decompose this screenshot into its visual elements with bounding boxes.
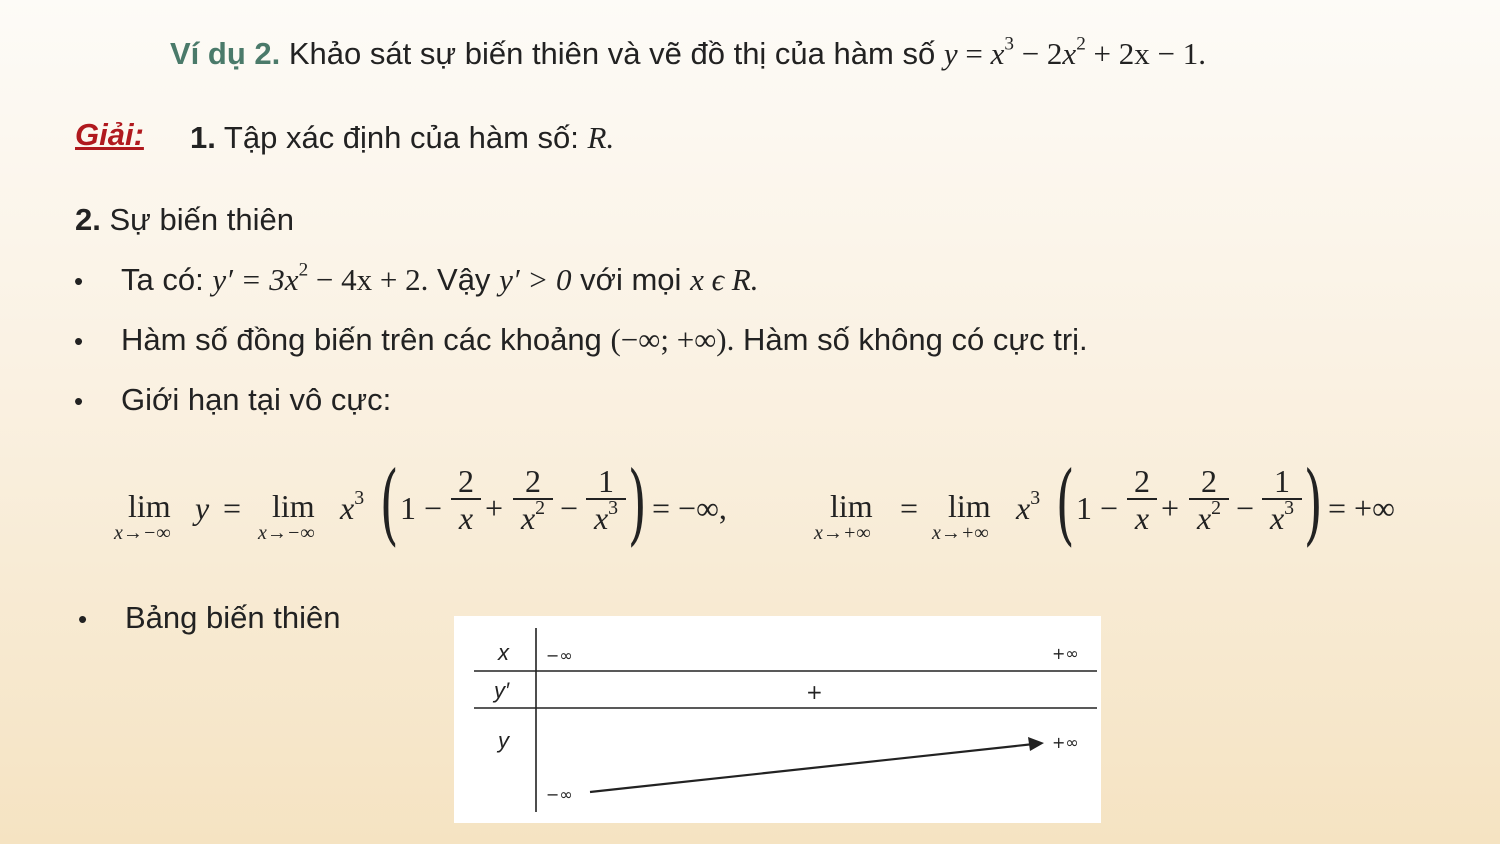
fraction-2-over-x2: $\frac{2}{x^2}$	[513, 464, 553, 536]
lim-subscript: x→−∞	[114, 522, 171, 544]
lim-result-left: = −∞,	[652, 490, 727, 526]
step-1-text: Tập xác định của hàm số:	[223, 120, 579, 155]
lim-one-minus: 1 −	[400, 490, 443, 526]
limits-heading: Giới hạn tại vô cực:	[121, 382, 392, 417]
fraction-1-over-x3: $\frac{1}{x^3}$	[1262, 464, 1302, 536]
derivative-intro: Ta có:	[121, 262, 204, 297]
variation-table-heading: Bảng biến thiên	[125, 600, 341, 635]
monotonic-line	[121, 322, 1088, 358]
lim-subscript: x→+∞	[932, 522, 989, 544]
monotonic-text: Hàm số đồng biến trên các khoảng	[121, 322, 602, 357]
lim-x-cubed: $x^3$	[1016, 487, 1041, 526]
bullet-icon: •	[74, 326, 84, 356]
lim-y: y	[195, 490, 210, 526]
lim-minus: −	[1236, 490, 1255, 526]
table-y-left: −∞	[546, 785, 573, 804]
example-text: Khảo sát sự biến thiên và vẽ đồ thị của hàm số	[288, 36, 936, 71]
lim-plus: +	[1161, 490, 1180, 526]
fraction-2-over-x: $\frac{2}{x}$	[1127, 464, 1157, 536]
left-paren: (	[1055, 452, 1075, 555]
step-2-text: Sự biến thiên	[109, 202, 294, 237]
lim-word: lim	[272, 488, 315, 524]
right-paren: )	[1303, 452, 1323, 555]
derivative-formula: $y' = 3x^2 - 4x + 2$.	[212, 259, 429, 297]
lim-result-right: = +∞	[1328, 490, 1395, 526]
no-extrema-text: Hàm số không có cực trị.	[743, 322, 1088, 357]
example-label: Ví dụ 2.	[170, 36, 281, 71]
step-1	[190, 120, 614, 156]
fraction-1-over-x3: $\frac{1}{x^3}$	[586, 464, 626, 536]
bullet-icon: •	[74, 386, 84, 416]
derivative-conclusion: Vậy	[437, 262, 491, 297]
table-x-label: x	[498, 640, 509, 665]
fraction-2-over-x: $\frac{2}{x}$	[451, 464, 481, 536]
step-1-math: R.	[587, 120, 615, 155]
lim-equals: =	[900, 490, 919, 526]
step-2-number: 2.	[75, 202, 101, 237]
example-title	[170, 33, 1207, 72]
step-2	[75, 202, 294, 238]
arrow-head-icon	[1028, 737, 1044, 751]
bullet-icon: •	[74, 266, 84, 296]
derivative-line	[121, 259, 759, 298]
step-1-number: 1.	[190, 120, 216, 155]
derivative-sign: y′ > 0	[499, 262, 572, 297]
table-yprime-sign: +	[806, 680, 823, 704]
lim-word: lim	[948, 488, 991, 524]
lim-equals: =	[223, 490, 242, 526]
right-paren: )	[627, 452, 647, 555]
limit-minus-infinity	[110, 452, 770, 558]
lim-x-cubed: $x^3$	[340, 487, 365, 526]
lim-plus: +	[485, 490, 504, 526]
increase-arrow	[590, 744, 1034, 792]
lim-word: lim	[128, 488, 171, 524]
derivative-domain: x ϵ R.	[690, 262, 759, 297]
function-formula: $y = x^3 - 2x^2 + 2x - 1$.	[943, 33, 1207, 71]
monotonic-interval: (−∞; +∞).	[610, 322, 735, 357]
lim-subscript: x→−∞	[258, 522, 315, 544]
table-x-right: +∞	[1052, 644, 1079, 663]
table-y-right: +∞	[1052, 733, 1079, 752]
solution-label: Giải:	[75, 117, 144, 152]
derivative-for-all: với mọi	[580, 262, 682, 297]
table-yprime-label: y′	[494, 678, 510, 703]
lim-one-minus: 1 −	[1076, 490, 1119, 526]
lim-minus: −	[560, 490, 579, 526]
lim-word: lim	[830, 488, 873, 524]
limit-plus-infinity	[812, 452, 1452, 558]
bullet-icon: •	[78, 604, 88, 634]
variation-table	[454, 616, 1101, 823]
table-x-left: −∞	[546, 646, 573, 665]
left-paren: (	[379, 452, 399, 555]
fraction-2-over-x2: $\frac{2}{x^2}$	[1189, 464, 1229, 536]
lim-subscript: x→+∞	[814, 522, 871, 544]
table-y-label: y	[498, 728, 509, 753]
